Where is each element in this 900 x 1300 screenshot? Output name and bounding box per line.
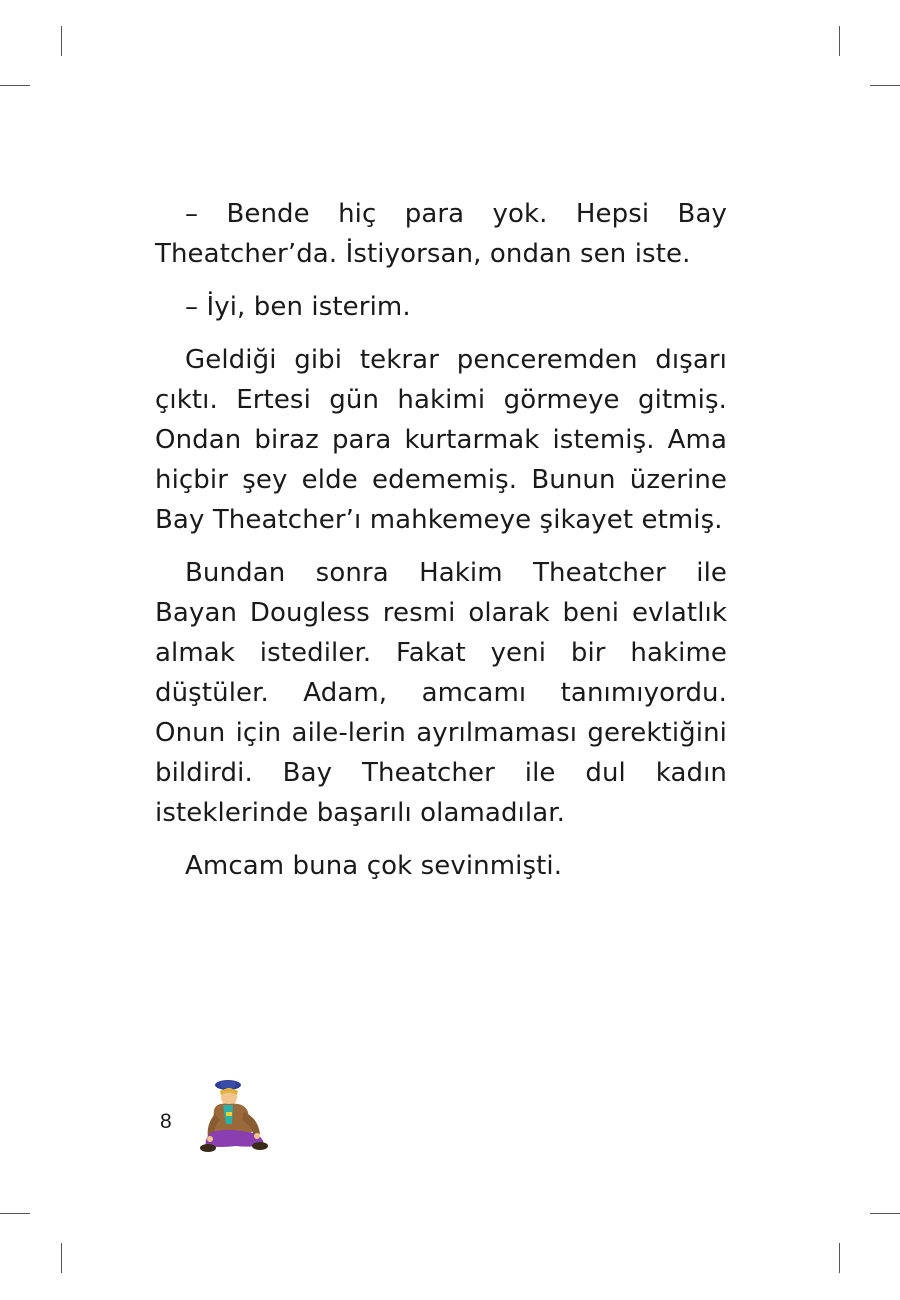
paragraph-5: Amcam buna çok sevinmişti.: [185, 851, 563, 881]
crop-mark-top-right-vertical: [839, 26, 840, 56]
crop-mark-bottom-right-horizontal: [870, 1213, 900, 1214]
crop-mark-top-left-horizontal: [0, 85, 30, 86]
paragraph-1: – Bende hiç para yok. Hepsi Bay Theatcher’da. İstiyorsan, ondan sen iste.: [155, 199, 727, 269]
paragraph-2: – İyi, ben isterim.: [185, 292, 411, 322]
crop-mark-bottom-left-vertical: [61, 1243, 62, 1273]
page-number: 8: [160, 1110, 172, 1133]
crop-mark-bottom-left-horizontal: [0, 1213, 30, 1214]
paragraph-4: Bundan sonra Hakim Theatcher ile Bayan Dougless resmi olarak beni evlatlık almak istediler. Fakat yeni bir hakime düştüler. Adam, amcamı tanımıyordu. Onun için aile-lerin ayrılmaması gerektiğini bildirdi. Bay Theatcher ile dul kadın isteklerinde başarılı olamadılar.: [155, 558, 727, 828]
paragraph-3: Geldiği gibi tekrar penceremden dışarı çıktı. Ertesi gün hakimi görmeye gitmiş. Ondan biraz para kurtarmak istemiş. Ama hiçbir şey elde edememiş. Bunun üzerine Bay Theatcher’ı mahkemeye şikayet etmiş.: [155, 345, 727, 535]
sitting-boy-illustration-icon: [196, 1076, 270, 1154]
crop-mark-top-right-horizontal: [870, 85, 900, 86]
crop-mark-top-left-vertical: [61, 26, 62, 56]
crop-mark-bottom-right-vertical: [839, 1243, 840, 1273]
page-body-text: [155, 194, 727, 899]
